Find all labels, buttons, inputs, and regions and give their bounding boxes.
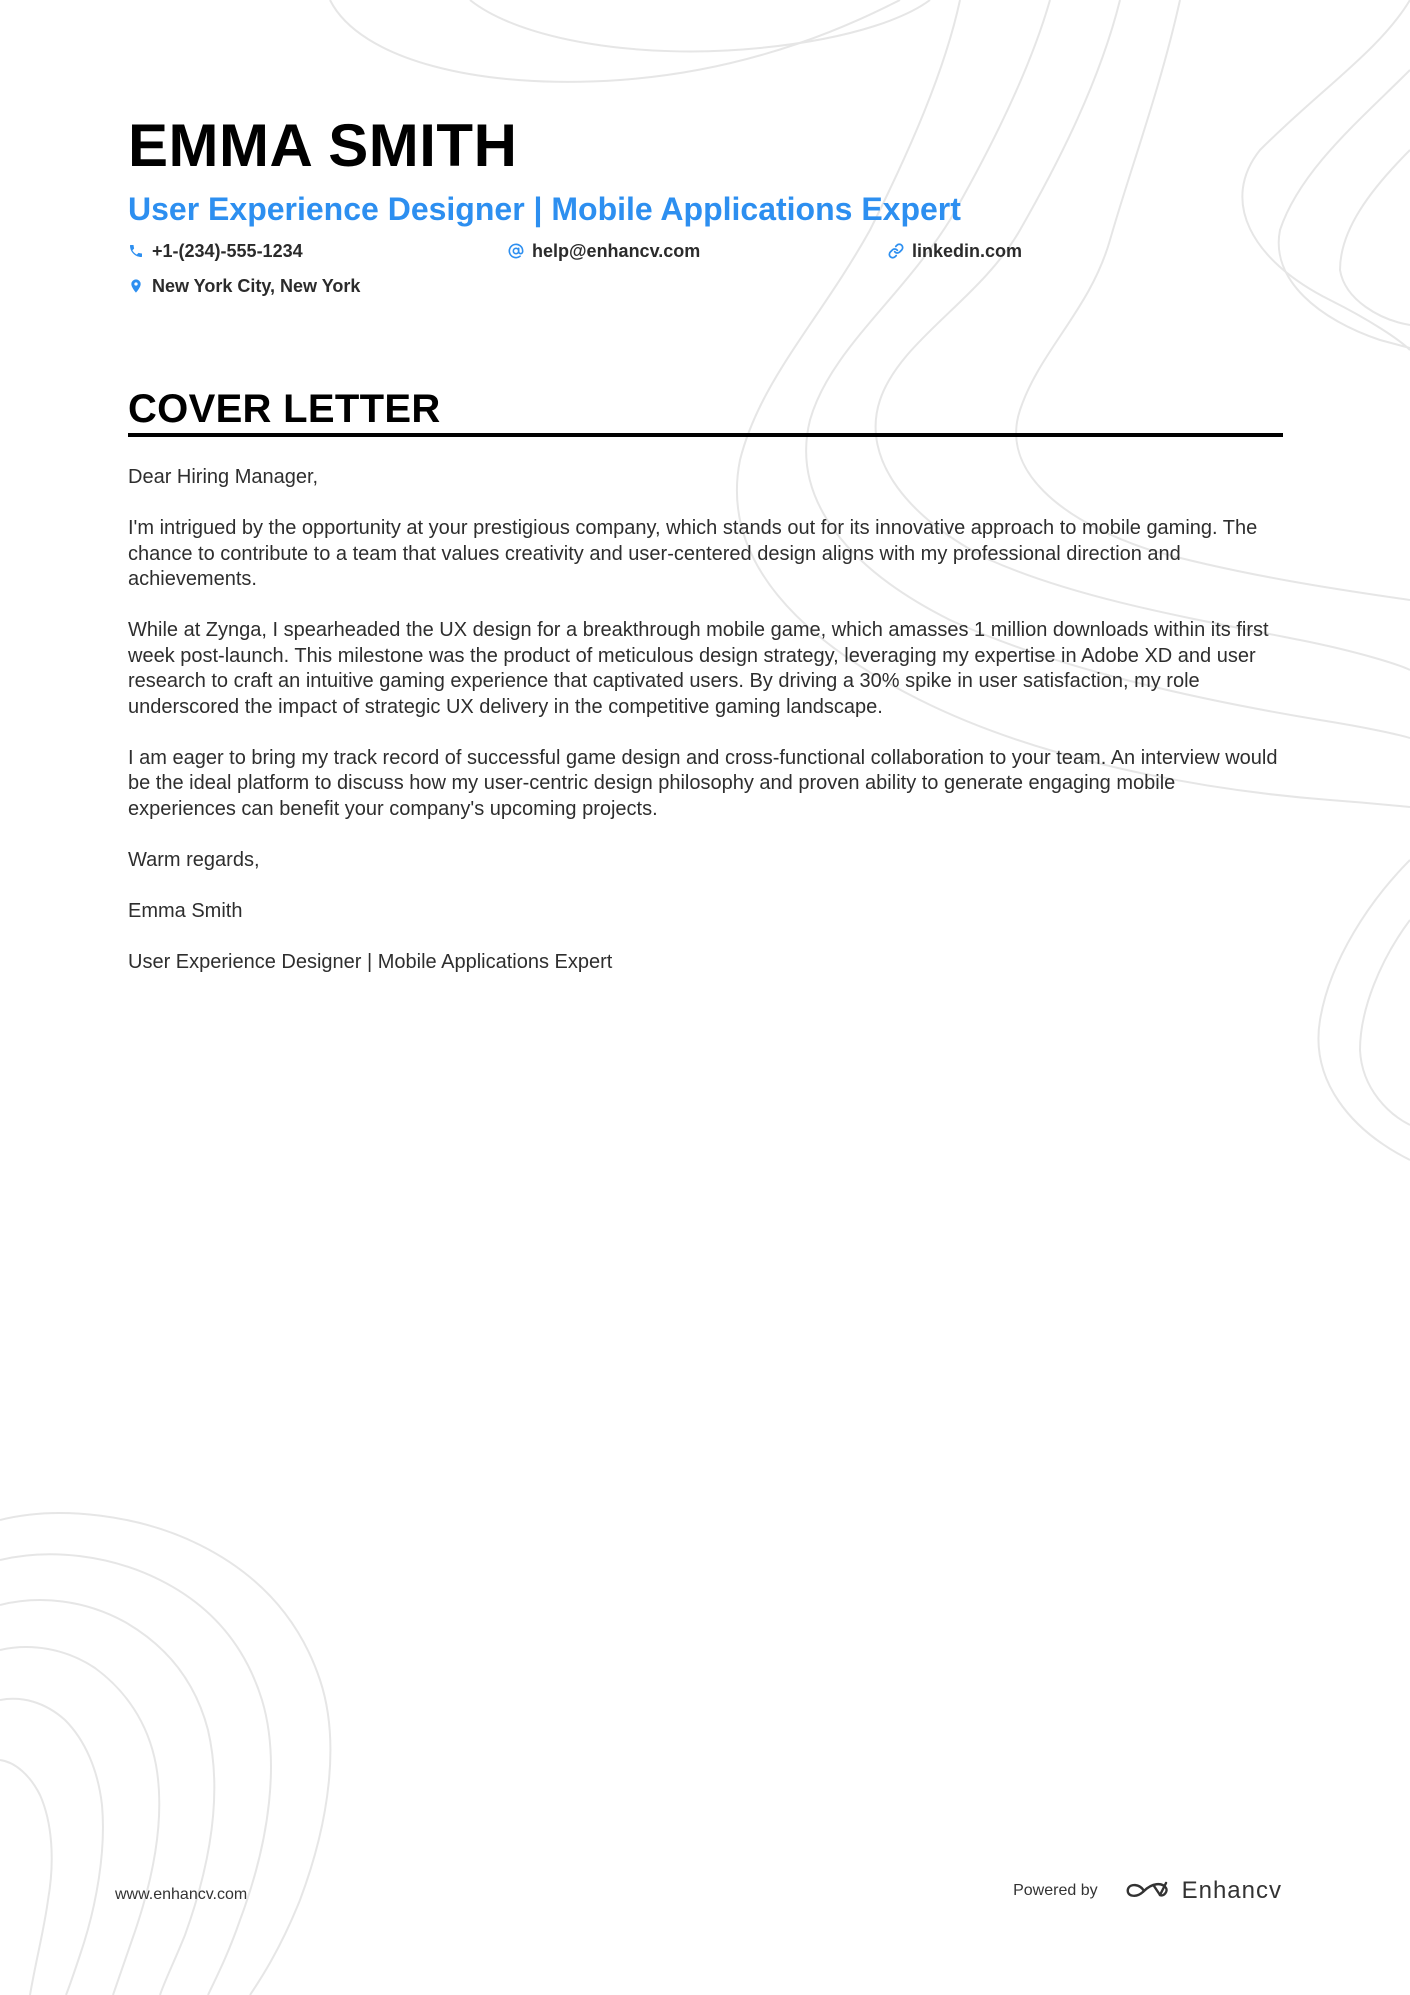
contact-link-text: linkedin.com [912, 241, 1023, 261]
contact-location-text: New York City, New York [152, 276, 361, 296]
map-pin-icon [128, 278, 144, 294]
letter-paragraph: I'm intrigued by the opportunity at your prestigious company, which stands out for its innovative approach to mobile gaming. The chance to contribute to a team that values creativity and user-centered design aligns with my professional direction and achievements. [128, 517, 1258, 590]
letter-signature-name: Emma Smith [128, 899, 243, 922]
enhancv-logo-icon [1124, 1879, 1170, 1903]
contact-email-text: help@enhancv.com [532, 241, 701, 261]
powered-by-label: Powered by [1013, 1882, 1098, 1899]
footer-powered-by[interactable] [1013, 1877, 1282, 1905]
footer-website-link[interactable]: www.enhancv.com [115, 1886, 248, 1903]
letter-paragraph: While at Zynga, I spearheaded the UX design for a breakthrough mobile game, which amasses 1 million downloads within its first week post-launch. This milestone was the product of meticulous design strategy, leveraging my expertise in Adobe XD and user research to craft an intuitive gaming experience that captivated users. By driving a 30% spike in user satisfaction, my role underscored the impact of strategic UX delivery in the competitive gaming landscape. [128, 619, 1269, 718]
letter-body [128, 465, 1283, 1001]
contact-link[interactable] [888, 239, 1022, 263]
contact-location [128, 274, 360, 298]
contact-email[interactable] [508, 239, 700, 263]
section-heading: COVER LETTER [128, 387, 441, 431]
contact-phone-text: +1-(234)-555-1234 [152, 241, 303, 261]
at-sign-icon [508, 243, 524, 259]
letter-greeting: Dear Hiring Manager, [128, 466, 319, 488]
phone-icon [128, 243, 144, 259]
contact-phone[interactable] [128, 239, 303, 263]
letter-closing: Warm regards, [128, 848, 260, 871]
letter-paragraph: I am eager to bring my track record of successful game design and cross-functional collaboration to your team. An interview would be the ideal platform to discuss how my user-centric design philosophy and proven ability to generate engaging mobile experiences can benefit your company's upcoming projects. [128, 746, 1278, 820]
section-divider [128, 433, 1283, 437]
link-icon [888, 243, 904, 259]
candidate-name: EMMA SMITH [128, 112, 518, 179]
brand-name: Enhancv [1181, 1877, 1282, 1904]
letter-signature-title: User Experience Designer | Mobile Applications Expert [128, 950, 613, 973]
candidate-title: User Experience Designer | Mobile Applications Expert [128, 191, 961, 227]
